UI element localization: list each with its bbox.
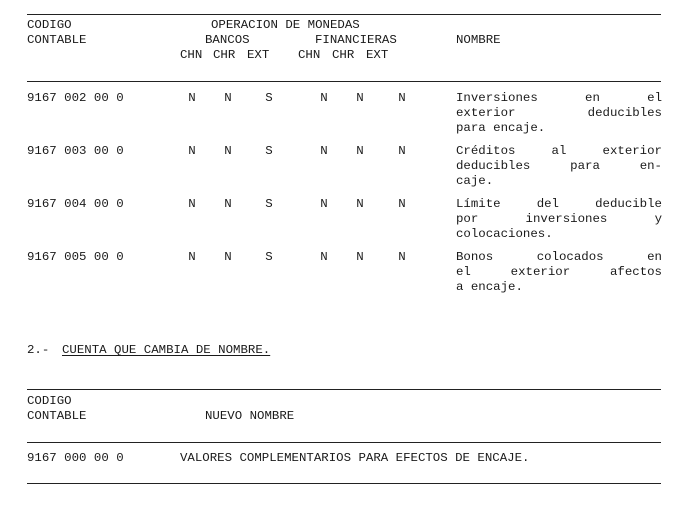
header-bancos-chr: CHR xyxy=(213,48,236,62)
flag-financieras-chn: N xyxy=(320,250,328,264)
table-row-code: 9167 002 00 0 xyxy=(27,91,124,105)
table2-header-nuevo-nombre: NUEVO NOMBRE xyxy=(205,409,295,423)
table-row-code: 9167 003 00 0 xyxy=(27,144,124,158)
table1-top-rule xyxy=(27,14,661,15)
table2-header-rule xyxy=(27,442,661,443)
header-bancos-chn: CHN xyxy=(180,48,203,62)
nombre-line: para encaje. xyxy=(456,121,546,135)
nombre-line: Inversiones en el xyxy=(456,91,662,105)
flag-bancos-chn: N xyxy=(188,144,196,158)
flag-financieras-ext: N xyxy=(398,250,406,264)
section-title: CUENTA QUE CAMBIA DE NOMBRE. xyxy=(62,343,271,357)
nombre-line: exterior deducibles xyxy=(456,106,662,120)
flag-financieras-chn: N xyxy=(320,144,328,158)
table-row-nombre xyxy=(456,144,662,189)
flag-financieras-ext: N xyxy=(398,144,406,158)
table2-bottom-rule xyxy=(27,483,661,484)
flag-financieras-ext: N xyxy=(398,197,406,211)
flag-bancos-ext: S xyxy=(265,197,273,211)
table-row-code: 9167 004 00 0 xyxy=(27,197,124,211)
nombre-line: colocaciones. xyxy=(456,227,553,241)
flag-financieras-chr: N xyxy=(356,144,364,158)
flag-bancos-chr: N xyxy=(224,91,232,105)
flag-financieras-chn: N xyxy=(320,91,328,105)
flag-bancos-chn: N xyxy=(188,197,196,211)
nombre-line: caje. xyxy=(456,174,494,188)
nombre-line: deducibles para en- xyxy=(456,159,662,173)
table2-row-nombre: VALORES COMPLEMENTARIOS PARA EFECTOS DE ENCAJE. xyxy=(180,451,530,465)
nombre-line: por inversiones y xyxy=(456,212,662,226)
nombre-line: Bonos colocados en xyxy=(456,250,662,264)
header-bancos: BANCOS xyxy=(205,33,250,47)
table-row-code: 9167 005 00 0 xyxy=(27,250,124,264)
flag-bancos-ext: S xyxy=(265,91,273,105)
flag-financieras-ext: N xyxy=(398,91,406,105)
flag-bancos-chr: N xyxy=(224,197,232,211)
nombre-line: a encaje. xyxy=(456,280,523,294)
table2-header-contable: CONTABLE xyxy=(27,409,87,423)
nombre-line: el exterior afectos xyxy=(456,265,662,279)
flag-bancos-chn: N xyxy=(188,91,196,105)
flag-bancos-ext: S xyxy=(265,144,273,158)
flag-financieras-chr: N xyxy=(356,197,364,211)
section-number: 2.- xyxy=(27,343,50,357)
header-contable: CONTABLE xyxy=(27,33,87,47)
flag-bancos-ext: S xyxy=(265,250,273,264)
header-nombre: NOMBRE xyxy=(456,33,501,47)
table2-top-rule xyxy=(27,389,661,390)
flag-bancos-chn: N xyxy=(188,250,196,264)
header-codigo: CODIGO xyxy=(27,18,72,32)
header-financieras-chn: CHN xyxy=(298,48,321,62)
flag-financieras-chr: N xyxy=(356,250,364,264)
table2-header-codigo: CODIGO xyxy=(27,394,72,408)
header-financieras-ext: EXT xyxy=(366,48,389,62)
table1-header-rule xyxy=(27,81,661,82)
header-operacion-de-monedas: OPERACION DE MONEDAS xyxy=(211,18,360,32)
nombre-line: Límite del deducible xyxy=(456,197,662,211)
flag-financieras-chr: N xyxy=(356,91,364,105)
table-row-nombre xyxy=(456,197,662,242)
table-row-nombre xyxy=(456,91,662,136)
table-row-nombre xyxy=(456,250,662,295)
table2-row-code: 9167 000 00 0 xyxy=(27,451,124,465)
header-financieras: FINANCIERAS xyxy=(315,33,397,47)
header-financieras-chr: CHR xyxy=(332,48,355,62)
flag-bancos-chr: N xyxy=(224,144,232,158)
header-bancos-ext: EXT xyxy=(247,48,270,62)
nombre-line: Créditos al exterior xyxy=(456,144,662,158)
flag-financieras-chn: N xyxy=(320,197,328,211)
flag-bancos-chr: N xyxy=(224,250,232,264)
